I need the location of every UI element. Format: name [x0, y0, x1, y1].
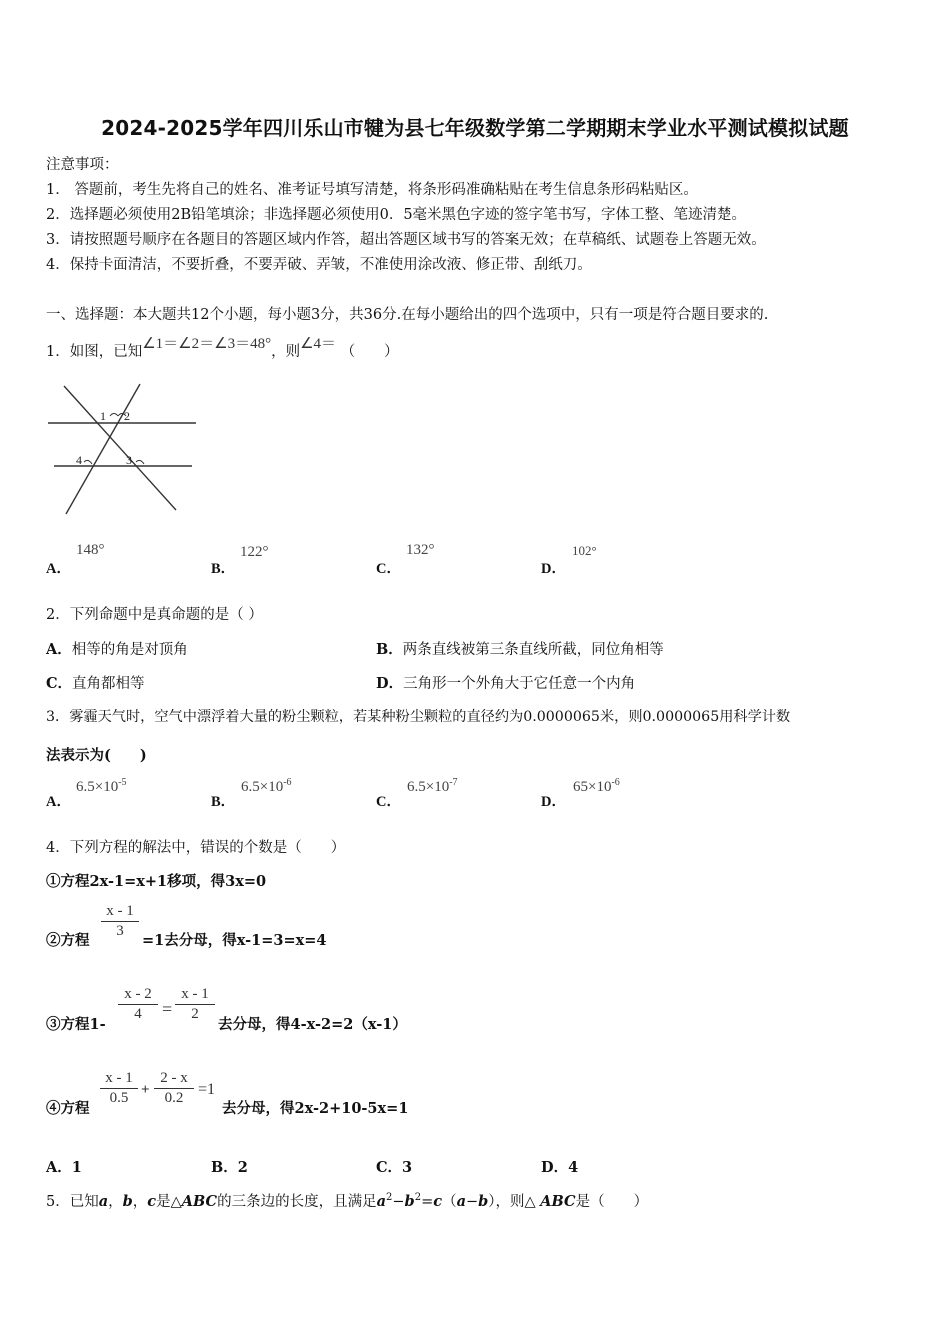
q4-option-b-label: B．	[211, 1159, 238, 1176]
q3-a-base: 6.5×10	[76, 779, 119, 795]
q2-option-b-text: 两条直线被第三条直线所截，同位角相等	[402, 642, 664, 658]
q3-d-base: 65×10	[573, 779, 612, 795]
q4-item-3-denominator-2: 2	[191, 1006, 199, 1022]
q2-option-d-text: 三角形一个外角大于它任意一个内角	[403, 676, 636, 692]
fraction-bar	[154, 1088, 194, 1089]
fraction-bar	[101, 921, 139, 922]
q3-option-c-label[interactable]: C．	[376, 794, 401, 810]
q4-item-4-denominator-1: 0.5	[109, 1090, 129, 1106]
q4-item-3-numerator-2: x - 1	[181, 986, 209, 1002]
q1-option-d-value: 102°	[572, 543, 597, 558]
q4-item-4-fraction-1	[100, 1070, 138, 1107]
q2-option-b[interactable]	[376, 638, 664, 659]
angle-arc-1	[110, 414, 118, 417]
q2-option-a[interactable]	[46, 638, 188, 659]
fraction-bar	[100, 1088, 138, 1089]
notice-item-4: 4．保持卡面清洁，不要折叠，不要弄破、弄皱，不准使用涂改液、修正带、刮纸刀。	[46, 257, 592, 273]
q4-item-3-fraction-2	[175, 986, 215, 1023]
angle-arc-4	[84, 460, 92, 464]
q5-c1: ，	[108, 1194, 123, 1210]
q1-suffix: （ ）	[340, 344, 399, 360]
q1-figure	[44, 378, 200, 516]
q2-option-a-label: A．	[46, 641, 72, 658]
q5-p2: 是△	[156, 1194, 182, 1210]
q3-d-exp: -6	[611, 777, 620, 788]
q2-option-c-text: 直角都相等	[72, 676, 145, 692]
fraction-bar	[118, 1004, 158, 1005]
q5-c2: ，	[132, 1194, 148, 1210]
q4-option-a[interactable]	[46, 1156, 82, 1177]
q1-option-b-label[interactable]: B．	[211, 561, 236, 577]
q3-option-b-value	[241, 779, 292, 796]
q1-condition: ∠1＝∠2＝∠3＝48°	[142, 336, 272, 352]
q1-target: ∠4＝	[300, 336, 337, 352]
q2-stem: 2．下列命题中是真命题的是（ ）	[46, 607, 263, 623]
q3-b-base: 6.5×10	[241, 779, 284, 795]
q1-option-c-label[interactable]: C．	[376, 561, 401, 577]
q4-item-3-denominator-1: 4	[134, 1006, 142, 1022]
q4-item-4-numerator-2: 2 - x	[160, 1070, 188, 1086]
page-title: 2024-2025学年四川乐山市犍为县七年级数学第二学期期末学业水平测试模拟试题	[101, 116, 849, 140]
transversal-line-1	[64, 386, 176, 510]
q3-a-exp: -5	[118, 777, 127, 788]
q4-option-c-label: C．	[376, 1159, 403, 1176]
q5-eq-rest1: =	[421, 1194, 434, 1210]
q4-item-2-suffix: =1去分母，得x-1=3=x=4	[142, 932, 327, 949]
q4-item-3-prefix: ③方程1-	[46, 1016, 106, 1033]
q3-option-a-value	[76, 779, 127, 796]
q4-item-2-numerator: x - 1	[106, 903, 134, 919]
q1-option-c-value: 132°	[406, 542, 435, 558]
q4-option-a-label: A．	[46, 1159, 72, 1176]
q4-option-a-value: 1	[71, 1159, 82, 1176]
q3-b-exp: -6	[283, 777, 292, 788]
angle-arc-3	[136, 460, 144, 464]
q4-item-3-fraction-1	[118, 986, 158, 1023]
q4-item-4-numerator-1: x - 1	[105, 1070, 133, 1086]
q1-option-a-value: 148°	[76, 542, 105, 558]
q4-option-b[interactable]	[211, 1156, 248, 1177]
angle-label-4: 4	[76, 453, 82, 467]
q4-option-b-value: 2	[237, 1159, 248, 1176]
q2-option-d-label: D．	[376, 675, 404, 692]
q5-eq-a-exp: 2	[386, 1192, 393, 1204]
q5-eq-b-exp: 2	[414, 1192, 422, 1204]
q1-option-d-label[interactable]: D．	[541, 561, 566, 577]
q5-eq-rest2: （	[442, 1194, 457, 1210]
q5-eq-rest3: ），则△	[488, 1194, 536, 1210]
q4-item-4-suffix: 去分母，得2x-2+10-5x=1	[222, 1100, 409, 1117]
section-heading: 一、选择题：本大题共12个小题，每小题3分，共36分.在每小题给出的四个选项中，只有一项是符合题目要求的.	[46, 307, 769, 323]
q5-var-c: c	[147, 1193, 157, 1210]
q4-item-3-equals: =	[162, 999, 173, 1019]
notice-item-3: 3．请按照题号顺序在各题目的答题区域内作答，超出答题区域书写的答案无效；在草稿纸、试题卷上答题无效。	[46, 232, 766, 248]
q2-option-c[interactable]	[46, 672, 145, 693]
q3-option-c-value	[407, 779, 458, 796]
q5-eq-a2: a	[456, 1193, 466, 1210]
q1-mid: ，则	[271, 344, 301, 360]
notice-item-2: 2．选择题必须使用2B铅笔填涂；非选择题必须使用0．5毫米黑色字迹的签字笔书写，字体工整、笔迹清楚。	[46, 207, 747, 223]
q3-option-d-value	[573, 779, 620, 796]
q5-stem	[46, 1190, 648, 1211]
angle-label-1: 1	[100, 409, 106, 423]
q5-p3: 的三条边的长度，且满足	[217, 1194, 377, 1210]
q4-item-4-equals: =1	[198, 1081, 216, 1098]
q1-option-b-value: 122°	[240, 544, 269, 560]
q2-option-d[interactable]	[376, 672, 635, 693]
q4-option-d-value: 4	[568, 1159, 579, 1176]
q5-p4: 是（ ）	[575, 1194, 649, 1210]
q5-eq-minus2: −	[465, 1194, 479, 1210]
q5-eq-c: c	[433, 1193, 443, 1210]
q4-item-4-plus: +	[141, 1082, 150, 1098]
q3-option-a-label[interactable]: A．	[46, 794, 71, 810]
q1-prefix: 1．如图，已知	[46, 344, 143, 360]
q5-eq-b: b	[404, 1193, 415, 1210]
q4-item-3-numerator-1: x - 2	[124, 986, 152, 1002]
q3-c-exp: -7	[449, 777, 458, 788]
fraction-bar	[175, 1004, 215, 1005]
transversal-line-2	[66, 384, 140, 514]
q5-abc: ABC	[181, 1193, 218, 1210]
q4-option-c-value: 3	[402, 1159, 413, 1176]
q3-c-base: 6.5×10	[407, 779, 450, 795]
q4-item-2-prefix: ②方程	[46, 932, 90, 949]
q3-stem-line1: 3．雾霾天气时，空气中漂浮着大量的粉尘颗粒，若某种粉尘颗粒的直径约为0.0000065米，则0.0000065用科学计数	[46, 709, 791, 725]
q3-stem-line2: 法表示为( )	[46, 747, 147, 764]
q2-option-b-label: B．	[376, 641, 403, 658]
q4-item-2-fraction	[101, 903, 139, 940]
q5-eq-b2: b	[478, 1193, 489, 1210]
q5-p1: 5．已知	[46, 1194, 99, 1210]
q1-option-a-label[interactable]: A．	[46, 561, 71, 577]
q5-var-b: b	[122, 1193, 133, 1210]
q4-item-3-suffix: 去分母，得4-x-2=2（x-1）	[218, 1016, 407, 1033]
q5-eq-a: a	[376, 1193, 387, 1210]
q4-item-4-fraction-2	[154, 1070, 194, 1107]
q4-option-c[interactable]	[376, 1156, 412, 1177]
q4-option-d-label: D．	[541, 1159, 569, 1176]
q4-option-d[interactable]	[541, 1156, 578, 1177]
q3-option-d-label[interactable]: D．	[541, 794, 566, 810]
q4-item-1: ①方程2x-1=x+1移项，得3x=0	[46, 873, 267, 890]
q5-eq-minus: −	[392, 1194, 405, 1210]
notice-item-1: 1． 答题前，考生先将自己的姓名、准考证号填写清楚，将条形码准确粘贴在考生信息条形码粘贴区。	[46, 182, 698, 198]
q2-option-a-text: 相等的角是对顶角	[71, 642, 188, 658]
q4-stem: 4．下列方程的解法中，错误的个数是（ ）	[46, 840, 346, 856]
q4-item-4-denominator-2: 0.2	[164, 1090, 184, 1106]
angle-label-2: 2	[124, 409, 130, 423]
q3-option-b-label[interactable]: B．	[211, 794, 236, 810]
q5-var-a: a	[98, 1193, 109, 1210]
notice-heading: 注意事项：	[46, 157, 119, 173]
q1-stem	[46, 336, 399, 361]
q5-abc2: ABC	[540, 1193, 576, 1210]
angle-label-3: 3	[126, 453, 132, 467]
q4-item-2-denominator: 3	[116, 923, 124, 939]
q2-option-c-label: C．	[46, 675, 73, 692]
q4-item-4-prefix: ④方程	[46, 1100, 90, 1117]
